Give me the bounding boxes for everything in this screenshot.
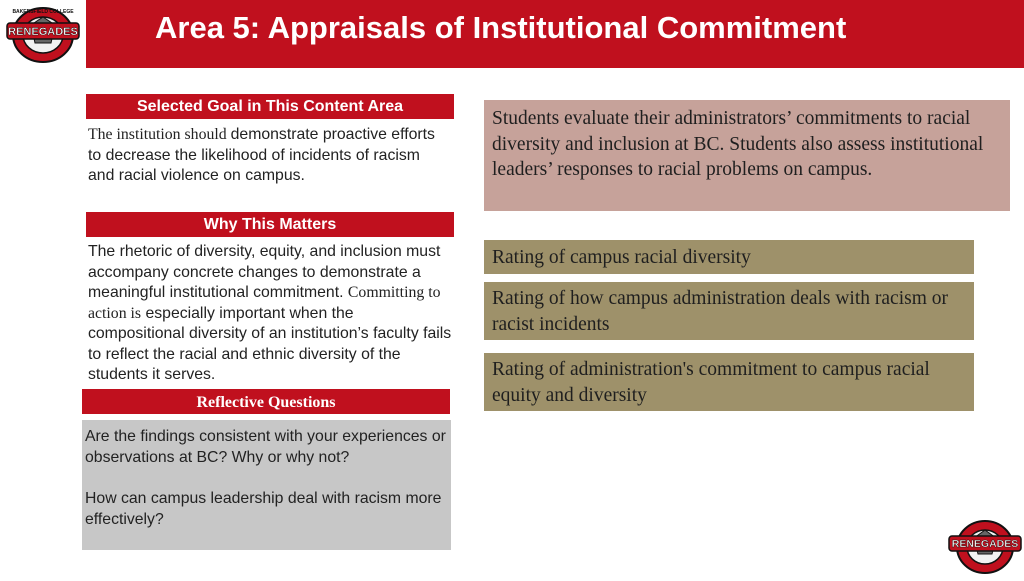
logo-main-text: RENEGADES [8,26,78,38]
why-text-b: especially important when the compositional diversity of an institution’s faculty fails to reflect the racial and ethnic diversity of the students it serves. [88,304,452,383]
renegades-logo-icon [3,3,83,65]
goal-text-body: demonstrate proactive efforts to decrease the likelihood of incidents of racism and racial violence on campus. [88,126,435,184]
why-text-serif: Committing to action is [88,284,441,322]
page-title: Area 5: Appraisals of Institutional Commitment [155,10,847,45]
why-text [88,242,452,386]
logo-main-text: RENEGADES [951,538,1019,550]
why-heading: Why This Matters [86,212,454,237]
renegades-logo-small-icon [946,516,1024,576]
goal-text-serif: The institution should [88,126,231,143]
college-logo [0,0,86,68]
rating-item: Rating of campus racial diversity [492,247,751,268]
reflective-question: Are the findings consistent with your experiences or observations at BC? Why or why not? [85,428,446,466]
goal-text [88,125,450,187]
summary-text: Students evaluate their administrators’ commitments to racial diversity and inclusion at BC. Students also assess institutional leaders’ responses to racial problems on campus. [492,108,984,180]
footer-logo [946,516,1024,576]
reflective-question: How can campus leadership deal with racism more effectively? [85,490,442,528]
logo-top-text: BAKERSFIELD COLLEGE [12,9,74,15]
rating-item: Rating of how campus administration deals with racism or racist incidents [492,288,948,335]
why-text-a: The rhetoric of diversity, equity, and inclusion must accompany concrete changes to demonstrate a meaningful institutional commitment. [88,243,441,301]
goal-heading: Selected Goal in This Content Area [86,94,454,119]
reflective-heading: Reflective Questions [82,389,450,414]
rating-item: Rating of administration's commitment to campus racial equity and diversity [492,359,930,406]
